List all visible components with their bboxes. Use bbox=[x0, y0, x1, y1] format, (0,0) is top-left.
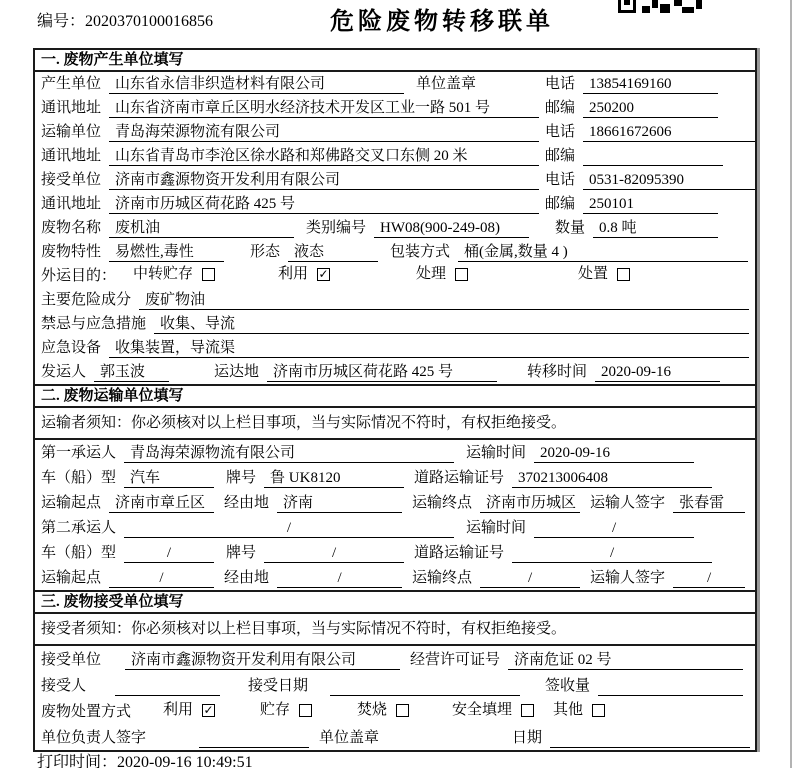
receive-date-value bbox=[330, 677, 520, 696]
field-label: 第二承运人 bbox=[41, 520, 117, 536]
field-label: 发运人 bbox=[41, 364, 87, 380]
phone-label: 电话 bbox=[545, 124, 576, 140]
unit-stamp-label: 单位盖章 bbox=[319, 730, 380, 746]
field-label: 废物处置方式 bbox=[41, 704, 132, 720]
section-transporter bbox=[35, 384, 755, 590]
receiver-notice: 接受者须知：你必须核对以上栏目事项，当与实际情况不符时，有权拒绝接受。 bbox=[35, 614, 755, 646]
post-group bbox=[545, 147, 723, 166]
via-label: 经由地 bbox=[224, 495, 270, 511]
print-time-label: 打印时间： bbox=[37, 754, 118, 768]
checkbox-transfer-storage bbox=[202, 268, 215, 281]
road-cert2-value: / bbox=[512, 544, 712, 563]
waste-prop-value: 易燃性,毒性 bbox=[109, 243, 224, 262]
form-state-value: 液态 bbox=[288, 243, 378, 262]
form-row-receive-addr bbox=[35, 192, 755, 216]
quantity-value: 0.8 吨 bbox=[593, 219, 718, 238]
vehicle1-type-value: 汽车 bbox=[124, 469, 214, 488]
form-row-receive-unit bbox=[35, 168, 755, 192]
packing-label: 包装方式 bbox=[390, 244, 451, 260]
date-label: 日期 bbox=[512, 730, 543, 746]
transport-unit-value: 青岛海荣源物流有限公司 bbox=[109, 123, 539, 142]
checkbox-dispose bbox=[617, 268, 630, 281]
produce-phone-value: 13854169160 bbox=[583, 75, 718, 94]
post-label: 邮编 bbox=[545, 100, 576, 116]
form-row-carrier2 bbox=[35, 515, 755, 540]
option-disposal-landfill bbox=[452, 701, 534, 720]
signed-qty-value bbox=[598, 677, 743, 696]
shipper-value: 郭玉波 bbox=[94, 363, 169, 382]
form-row-waste-name bbox=[35, 216, 755, 240]
via-value: 济南 bbox=[277, 494, 402, 513]
receiver-value bbox=[115, 677, 220, 696]
carrier1-value: 青岛海荣源物流有限公司 bbox=[124, 444, 454, 463]
transfer-time-value: 2020-09-16 bbox=[595, 363, 720, 382]
transporter-notice: 运输者须知：你必须核对以上栏目事项，当与实际情况不符时，有权拒绝接受。 bbox=[35, 408, 755, 440]
print-time-line bbox=[37, 749, 253, 768]
date-value bbox=[550, 729, 750, 748]
field-label: 接受单位 bbox=[41, 652, 102, 668]
category-value: HW08(900-249-08) bbox=[374, 219, 529, 238]
phone-label: 电话 bbox=[545, 172, 576, 188]
receive-unit-value: 济南市鑫源物资开发利用有限公司 bbox=[109, 171, 539, 190]
serial-number-line bbox=[37, 8, 213, 31]
form-row-produce-unit bbox=[35, 72, 755, 96]
route-end-label: 运输终点 bbox=[412, 570, 473, 586]
carrier-sign2-value: / bbox=[673, 569, 745, 588]
field-label: 通讯地址 bbox=[41, 148, 102, 164]
transfer-form-table bbox=[33, 48, 757, 752]
road-cert-label: 道路运输证号 bbox=[414, 470, 505, 486]
option-disposal-utilize bbox=[163, 701, 215, 720]
signed-qty-label: 签收量 bbox=[545, 678, 591, 694]
section-producer bbox=[35, 50, 755, 384]
field-label: 通讯地址 bbox=[41, 196, 102, 212]
field-label: 第一承运人 bbox=[41, 445, 117, 461]
form-row-route1 bbox=[35, 490, 755, 515]
route-end-label: 运输终点 bbox=[412, 495, 473, 511]
option-disposal-incinerate bbox=[357, 701, 409, 720]
option-label: 焚烧 bbox=[357, 702, 388, 718]
checkbox-treat bbox=[455, 268, 468, 281]
produce-unit-value: 山东省永信非织造材料有限公司 bbox=[109, 75, 404, 94]
transport-time2-value: / bbox=[534, 519, 694, 538]
form-row-waste-prop bbox=[35, 240, 755, 264]
post-group bbox=[545, 195, 718, 214]
field-label: 接受人 bbox=[41, 678, 87, 694]
form-row-taboo bbox=[35, 312, 755, 336]
form-row-hazard bbox=[35, 288, 755, 312]
responsible-sign-value bbox=[199, 729, 309, 748]
field-label: 车（船）型 bbox=[41, 470, 117, 486]
transport-time-value: 2020-09-16 bbox=[534, 444, 694, 463]
field-label: 禁忌与应急措施 bbox=[41, 316, 147, 332]
transport-post-value bbox=[583, 147, 723, 166]
form-row-transport-unit bbox=[35, 120, 755, 144]
post-label: 邮编 bbox=[545, 196, 576, 212]
waste-name-value: 废机油 bbox=[109, 219, 294, 238]
option-label: 处置 bbox=[578, 266, 609, 282]
equipment-value: 收集装置，导流渠 bbox=[109, 339, 749, 358]
field-label: 主要危险成分 bbox=[41, 292, 132, 308]
section-transporter-title: 二. 废物运输单位填写 bbox=[35, 384, 755, 408]
form-state-label: 形态 bbox=[250, 244, 281, 260]
form-row-receiver bbox=[35, 672, 755, 698]
option-label: 安全填埋 bbox=[452, 702, 513, 718]
field-label: 外运目的： bbox=[41, 268, 117, 284]
option-transfer-storage bbox=[133, 265, 215, 284]
plate2-value: / bbox=[264, 544, 404, 563]
form-row-route2 bbox=[35, 565, 755, 590]
via2-value: / bbox=[277, 569, 402, 588]
print-time-value: 2020-09-16 10:49:51 bbox=[117, 754, 253, 768]
option-disposal-store bbox=[260, 701, 312, 720]
category-label: 类别编号 bbox=[306, 220, 367, 236]
checkbox-disposal-other bbox=[592, 704, 605, 717]
post-group bbox=[545, 99, 718, 118]
destination-label: 运达地 bbox=[214, 364, 260, 380]
field-label: 废物特性 bbox=[41, 244, 102, 260]
form-row-disposal bbox=[35, 698, 755, 724]
receive-date-label: 接受日期 bbox=[248, 678, 309, 694]
option-utilize bbox=[278, 265, 330, 284]
destination-value: 济南市历城区荷花路 425 号 bbox=[267, 363, 497, 382]
option-label: 贮存 bbox=[260, 702, 291, 718]
receive-post-value: 250101 bbox=[583, 195, 718, 214]
transport-time-label: 运输时间 bbox=[466, 445, 527, 461]
route-end-value: 济南市历城区 bbox=[480, 494, 580, 513]
field-label: 运输单位 bbox=[41, 124, 102, 140]
phone-group bbox=[545, 123, 755, 142]
form-row-carrier1 bbox=[35, 440, 755, 465]
unit-stamp-label: 单位盖章 bbox=[416, 76, 477, 92]
checkbox-disposal-landfill bbox=[521, 704, 534, 717]
quantity-label: 数量 bbox=[555, 220, 586, 236]
field-label: 单位负责人签字 bbox=[41, 730, 147, 746]
plate-label: 牌号 bbox=[226, 470, 257, 486]
carrier-sign-value: 张春雷 bbox=[673, 494, 745, 513]
produce-post-value: 250200 bbox=[583, 99, 718, 118]
plate-label: 牌号 bbox=[226, 545, 257, 561]
field-label: 废物名称 bbox=[41, 220, 102, 236]
license-value: 济南危证 02 号 bbox=[508, 651, 743, 670]
phone-group bbox=[545, 171, 755, 190]
plate-value: 鲁 UK8120 bbox=[264, 469, 404, 488]
option-dispose bbox=[578, 265, 630, 284]
carrier-sign-label: 运输人签字 bbox=[590, 570, 666, 586]
transport-time-label: 运输时间 bbox=[466, 520, 527, 536]
form-row-purpose bbox=[35, 264, 755, 288]
transport-phone-value: 18661672606 bbox=[583, 123, 755, 142]
checkbox-utilize: ✓ bbox=[318, 267, 329, 281]
option-label: 利用 bbox=[163, 702, 194, 718]
field-label: 应急设备 bbox=[41, 340, 102, 356]
field-label: 通讯地址 bbox=[41, 100, 102, 116]
via-label: 经由地 bbox=[224, 570, 270, 586]
route2-start-value: / bbox=[109, 569, 214, 588]
field-label: 运输起点 bbox=[41, 570, 102, 586]
road-cert-label: 道路运输证号 bbox=[414, 545, 505, 561]
carrier-sign-label: 运输人签字 bbox=[590, 495, 666, 511]
section-producer-title: 一. 废物产生单位填写 bbox=[35, 50, 755, 72]
serial-value: 2020370100016856 bbox=[85, 13, 214, 30]
license-label: 经营许可证号 bbox=[410, 652, 501, 668]
form-row-responsible-sign bbox=[35, 724, 755, 750]
option-label: 处理 bbox=[416, 266, 447, 282]
field-label: 产生单位 bbox=[41, 76, 102, 92]
checkbox-disposal-utilize: ✓ bbox=[203, 703, 214, 717]
page-edge-line bbox=[790, 0, 792, 768]
page-title: 危险废物转移联单 bbox=[330, 9, 554, 35]
form-row-vehicle1 bbox=[35, 465, 755, 490]
field-label: 接受单位 bbox=[41, 172, 102, 188]
transfer-time-label: 转移时间 bbox=[527, 364, 588, 380]
form-row-shipper bbox=[35, 360, 755, 384]
serial-label: 编号： bbox=[37, 13, 86, 30]
carrier2-value: / bbox=[124, 519, 454, 538]
form-row-transport-addr bbox=[35, 144, 755, 168]
form-row-receive-unit3 bbox=[35, 646, 755, 672]
route-end2-value: / bbox=[480, 569, 580, 588]
option-treat bbox=[416, 265, 468, 284]
field-label: 车（船）型 bbox=[41, 545, 117, 561]
option-label: 中转贮存 bbox=[133, 266, 194, 282]
hazard-value: 废矿物油 bbox=[139, 291, 749, 310]
transport-addr-value: 山东省青岛市李沧区徐水路和郑佛路交叉口东侧 20 米 bbox=[109, 147, 539, 166]
produce-addr-value: 山东省济南市章丘区明水经济技术开发区工业一路 501 号 bbox=[109, 99, 539, 118]
post-label: 邮编 bbox=[545, 148, 576, 164]
option-label: 其他 bbox=[553, 702, 584, 718]
receive-unit3-value: 济南市鑫源物资开发利用有限公司 bbox=[125, 651, 400, 670]
receive-addr-value: 济南市历城区荷花路 425 号 bbox=[109, 195, 539, 214]
route1-start-value: 济南市章丘区 bbox=[109, 494, 214, 513]
phone-group bbox=[545, 75, 718, 94]
packing-value: 桶(金属,数量 4 ) bbox=[458, 243, 748, 262]
section-receiver-title: 三. 废物接受单位填写 bbox=[35, 590, 755, 614]
form-row-vehicle2 bbox=[35, 540, 755, 565]
road-cert-value: 370213006408 bbox=[512, 469, 712, 488]
field-label: 运输起点 bbox=[41, 495, 102, 511]
vehicle2-type-value: / bbox=[124, 544, 214, 563]
option-label: 利用 bbox=[278, 266, 309, 282]
phone-label: 电话 bbox=[545, 76, 576, 92]
form-row-produce-addr bbox=[35, 96, 755, 120]
section-receiver bbox=[35, 590, 755, 750]
option-disposal-other bbox=[553, 701, 605, 720]
qr-code-fragment bbox=[618, 0, 702, 13]
form-row-equipment bbox=[35, 336, 755, 360]
checkbox-disposal-store bbox=[299, 704, 312, 717]
taboo-value: 收集、导流 bbox=[154, 315, 749, 334]
checkbox-disposal-incinerate bbox=[396, 704, 409, 717]
receive-phone-value: 0531-82095390 bbox=[583, 171, 755, 190]
